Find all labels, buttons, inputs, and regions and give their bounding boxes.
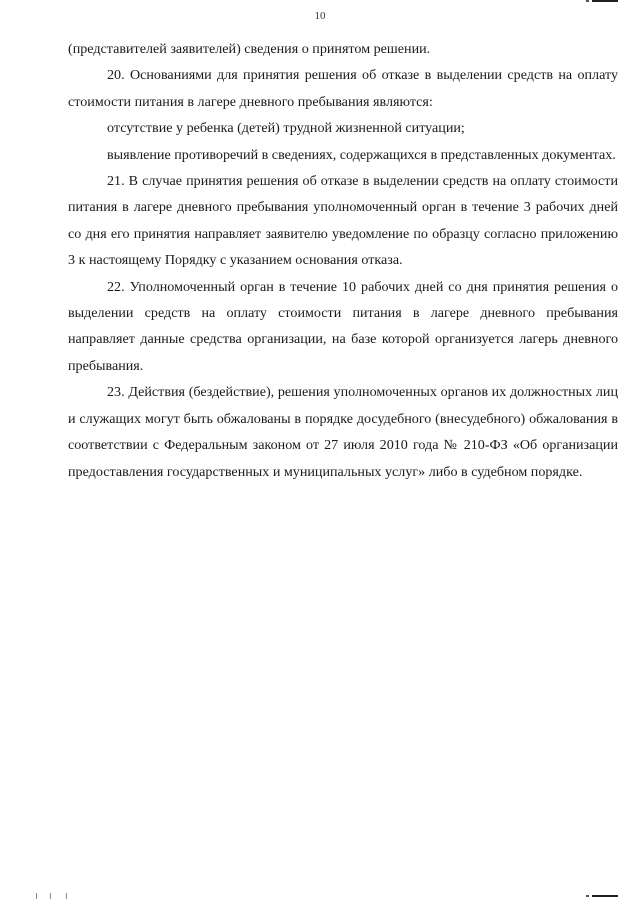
paragraph-22: 22. Уполномоченный орган в течение 10 рабочих дней со дня принятия решения о выделении средств на оплату стоимости питания в лагере дневного пребывания направляет данные средства организации, на базе которой организуется лагерь дневного пребывания. [68, 278, 618, 374]
page-number: 10 [314, 10, 326, 22]
paragraph-21: 21. В случае принятия решения об отказе в выделении средств на оплату стоимости питания в лагере дневного пребывания уполномоченный орган в течение 3 рабочих дней со дня его принятия направляет заявителю уведомление по образцу согласно приложению 3 к настоящему Порядку с указанием основания отказа. [68, 173, 618, 269]
paragraph-20-item-1: отсутствие у ребенка (детей) трудной жизненной ситуации; [107, 120, 465, 137]
scan-ticks-bottom-left [36, 893, 72, 899]
paragraph-23: 23. Действия (бездействие), решения уполномоченных органов их должностных лиц и служащих могут быть обжалованы в порядке досудебного (внесудебного) обжалования в соответствии с Федеральным законом от 27 июля 2010 года № 210-ФЗ «Об организации предоставления государственных и муниципальных услуг» либо в судебном порядке. [68, 384, 618, 480]
paragraph-20: 20. Основаниями для принятия решения об отказе в выделении средств на оплату стоимости питания в лагере дневного пребывания являются: [68, 67, 618, 110]
paragraph-continuation: (представителей заявителей) сведения о принятом решении. [68, 41, 431, 57]
document-body [68, 36, 618, 485]
paragraph-20-item-2: выявление противоречий в сведениях, содержащихся в представленных документах. [107, 146, 616, 163]
scan-mark-top-right [592, 0, 618, 2]
scan-mark-bottom-right [592, 895, 618, 897]
